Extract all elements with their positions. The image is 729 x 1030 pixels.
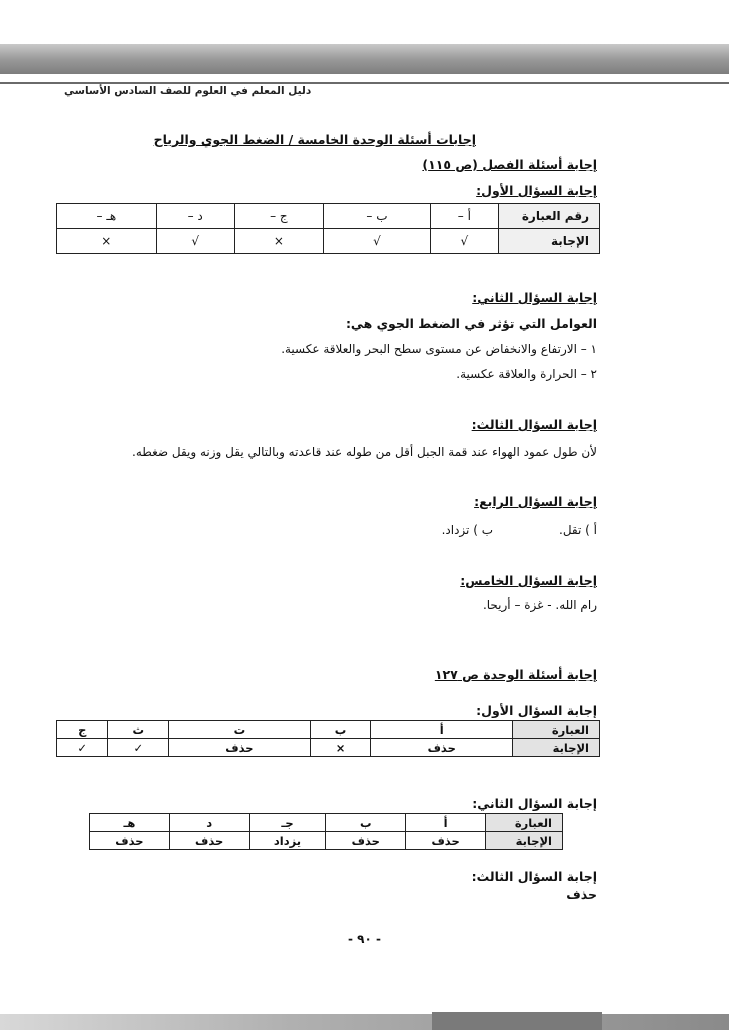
- table-cell: ب: [310, 721, 371, 739]
- unit-questions-title: إجابة أسئلة الوحدة ص ١٢٧: [434, 667, 597, 682]
- row-label-statement: العبارة: [513, 721, 600, 739]
- table-row: [90, 814, 563, 832]
- table-cell: يزداد: [249, 832, 326, 850]
- chapter-q5-title: إجابة السؤال الخامس:: [460, 573, 597, 588]
- table-cell: حذف: [90, 832, 170, 850]
- chapter-q4-a: أ ) تقل.: [559, 523, 597, 537]
- unit-q3-answer: حذف: [566, 887, 597, 902]
- chapter-title: إجابة أسئلة الفصل (ص ١١٥): [422, 157, 597, 172]
- chapter-q2-title: إجابة السؤال الثاني:: [472, 290, 597, 305]
- unit-q1-table: [56, 720, 600, 757]
- unit-q2-table: [89, 813, 563, 850]
- table-cell: أ: [371, 721, 513, 739]
- table-row: [90, 832, 563, 850]
- table-cell: ج –: [234, 204, 323, 229]
- guide-title: دليل المعلم في العلوم للصف السادس الأساسي: [64, 85, 312, 97]
- header-rule: [0, 82, 729, 84]
- footer-band: [0, 1014, 729, 1030]
- row-label-answer: الإجابة: [499, 229, 600, 254]
- row-label-answer: الإجابة: [486, 832, 563, 850]
- header-band: [0, 44, 729, 74]
- table-cell: أ: [406, 814, 486, 832]
- chapter-q4-title: إجابة السؤال الرابع:: [474, 494, 597, 509]
- table-cell: ب –: [324, 204, 431, 229]
- table-row: [57, 229, 600, 254]
- table-cell: ✓: [57, 739, 108, 757]
- table-cell: ب: [326, 814, 406, 832]
- table-cell: ×: [57, 229, 157, 254]
- table-cell: هـ: [90, 814, 170, 832]
- table-cell: د –: [156, 204, 234, 229]
- chapter-q2-line1: ١ – الارتفاع والانخفاض عن مستوى سطح البحر والعلاقة عكسية.: [281, 342, 597, 356]
- chapter-q3-title: إجابة السؤال الثالث:: [471, 417, 597, 432]
- unit-q2-title: إجابة السؤال الثاني:: [472, 796, 597, 811]
- chapter-q4-b: ب ) تزداد.: [441, 523, 493, 537]
- page-number: - ٩٠ -: [348, 932, 381, 946]
- table-cell: حذف: [326, 832, 406, 850]
- unit-q1-title: إجابة السؤال الأول:: [476, 703, 597, 718]
- chapter-q1-title: إجابة السؤال الأول:: [476, 183, 597, 198]
- table-cell: ×: [234, 229, 323, 254]
- table-row: [57, 739, 600, 757]
- table-cell: ث: [108, 721, 169, 739]
- table-cell: ت: [169, 721, 311, 739]
- table-row: [57, 204, 600, 229]
- row-label-answer: الإجابة: [513, 739, 600, 757]
- table-cell: ج: [57, 721, 108, 739]
- table-cell: ×: [310, 739, 371, 757]
- table-cell: هـ –: [57, 204, 157, 229]
- row-label-statement: العبارة: [486, 814, 563, 832]
- table-cell: ✓: [108, 739, 169, 757]
- table-cell: حذف: [169, 832, 249, 850]
- table-row: [57, 721, 600, 739]
- chapter-q5-text: رام الله. - غزة – أريحا.: [482, 598, 597, 612]
- chapter-q3-text: لأن طول عمود الهواء عند قمة الجبل أقل من طوله عند قاعدته وبالتالي يقل وزنه ويقل ضغطه.: [132, 445, 597, 459]
- footer-block: [432, 1012, 602, 1030]
- table-cell: حذف: [169, 739, 311, 757]
- table-cell: جـ: [249, 814, 326, 832]
- table-cell: √: [430, 229, 498, 254]
- row-label-statement: رقم العبارة: [499, 204, 600, 229]
- table-cell: حذف: [406, 832, 486, 850]
- table-cell: حذف: [371, 739, 513, 757]
- chapter-q2-line2: ٢ – الحرارة والعلاقة عكسية.: [456, 367, 597, 381]
- unit-q3-title: إجابة السؤال الثالث:: [471, 869, 597, 884]
- chapter-q2-subtitle: العوامل التي تؤثر في الضغط الجوي هي:: [345, 316, 597, 331]
- table-cell: د: [169, 814, 249, 832]
- table-cell: √: [156, 229, 234, 254]
- table-cell: √: [324, 229, 431, 254]
- unit-title: إجابات أسئلة الوحدة الخامسة / الضغط الجوي والرياح: [153, 132, 476, 147]
- chapter-q1-table: [56, 203, 600, 254]
- table-cell: أ –: [430, 204, 498, 229]
